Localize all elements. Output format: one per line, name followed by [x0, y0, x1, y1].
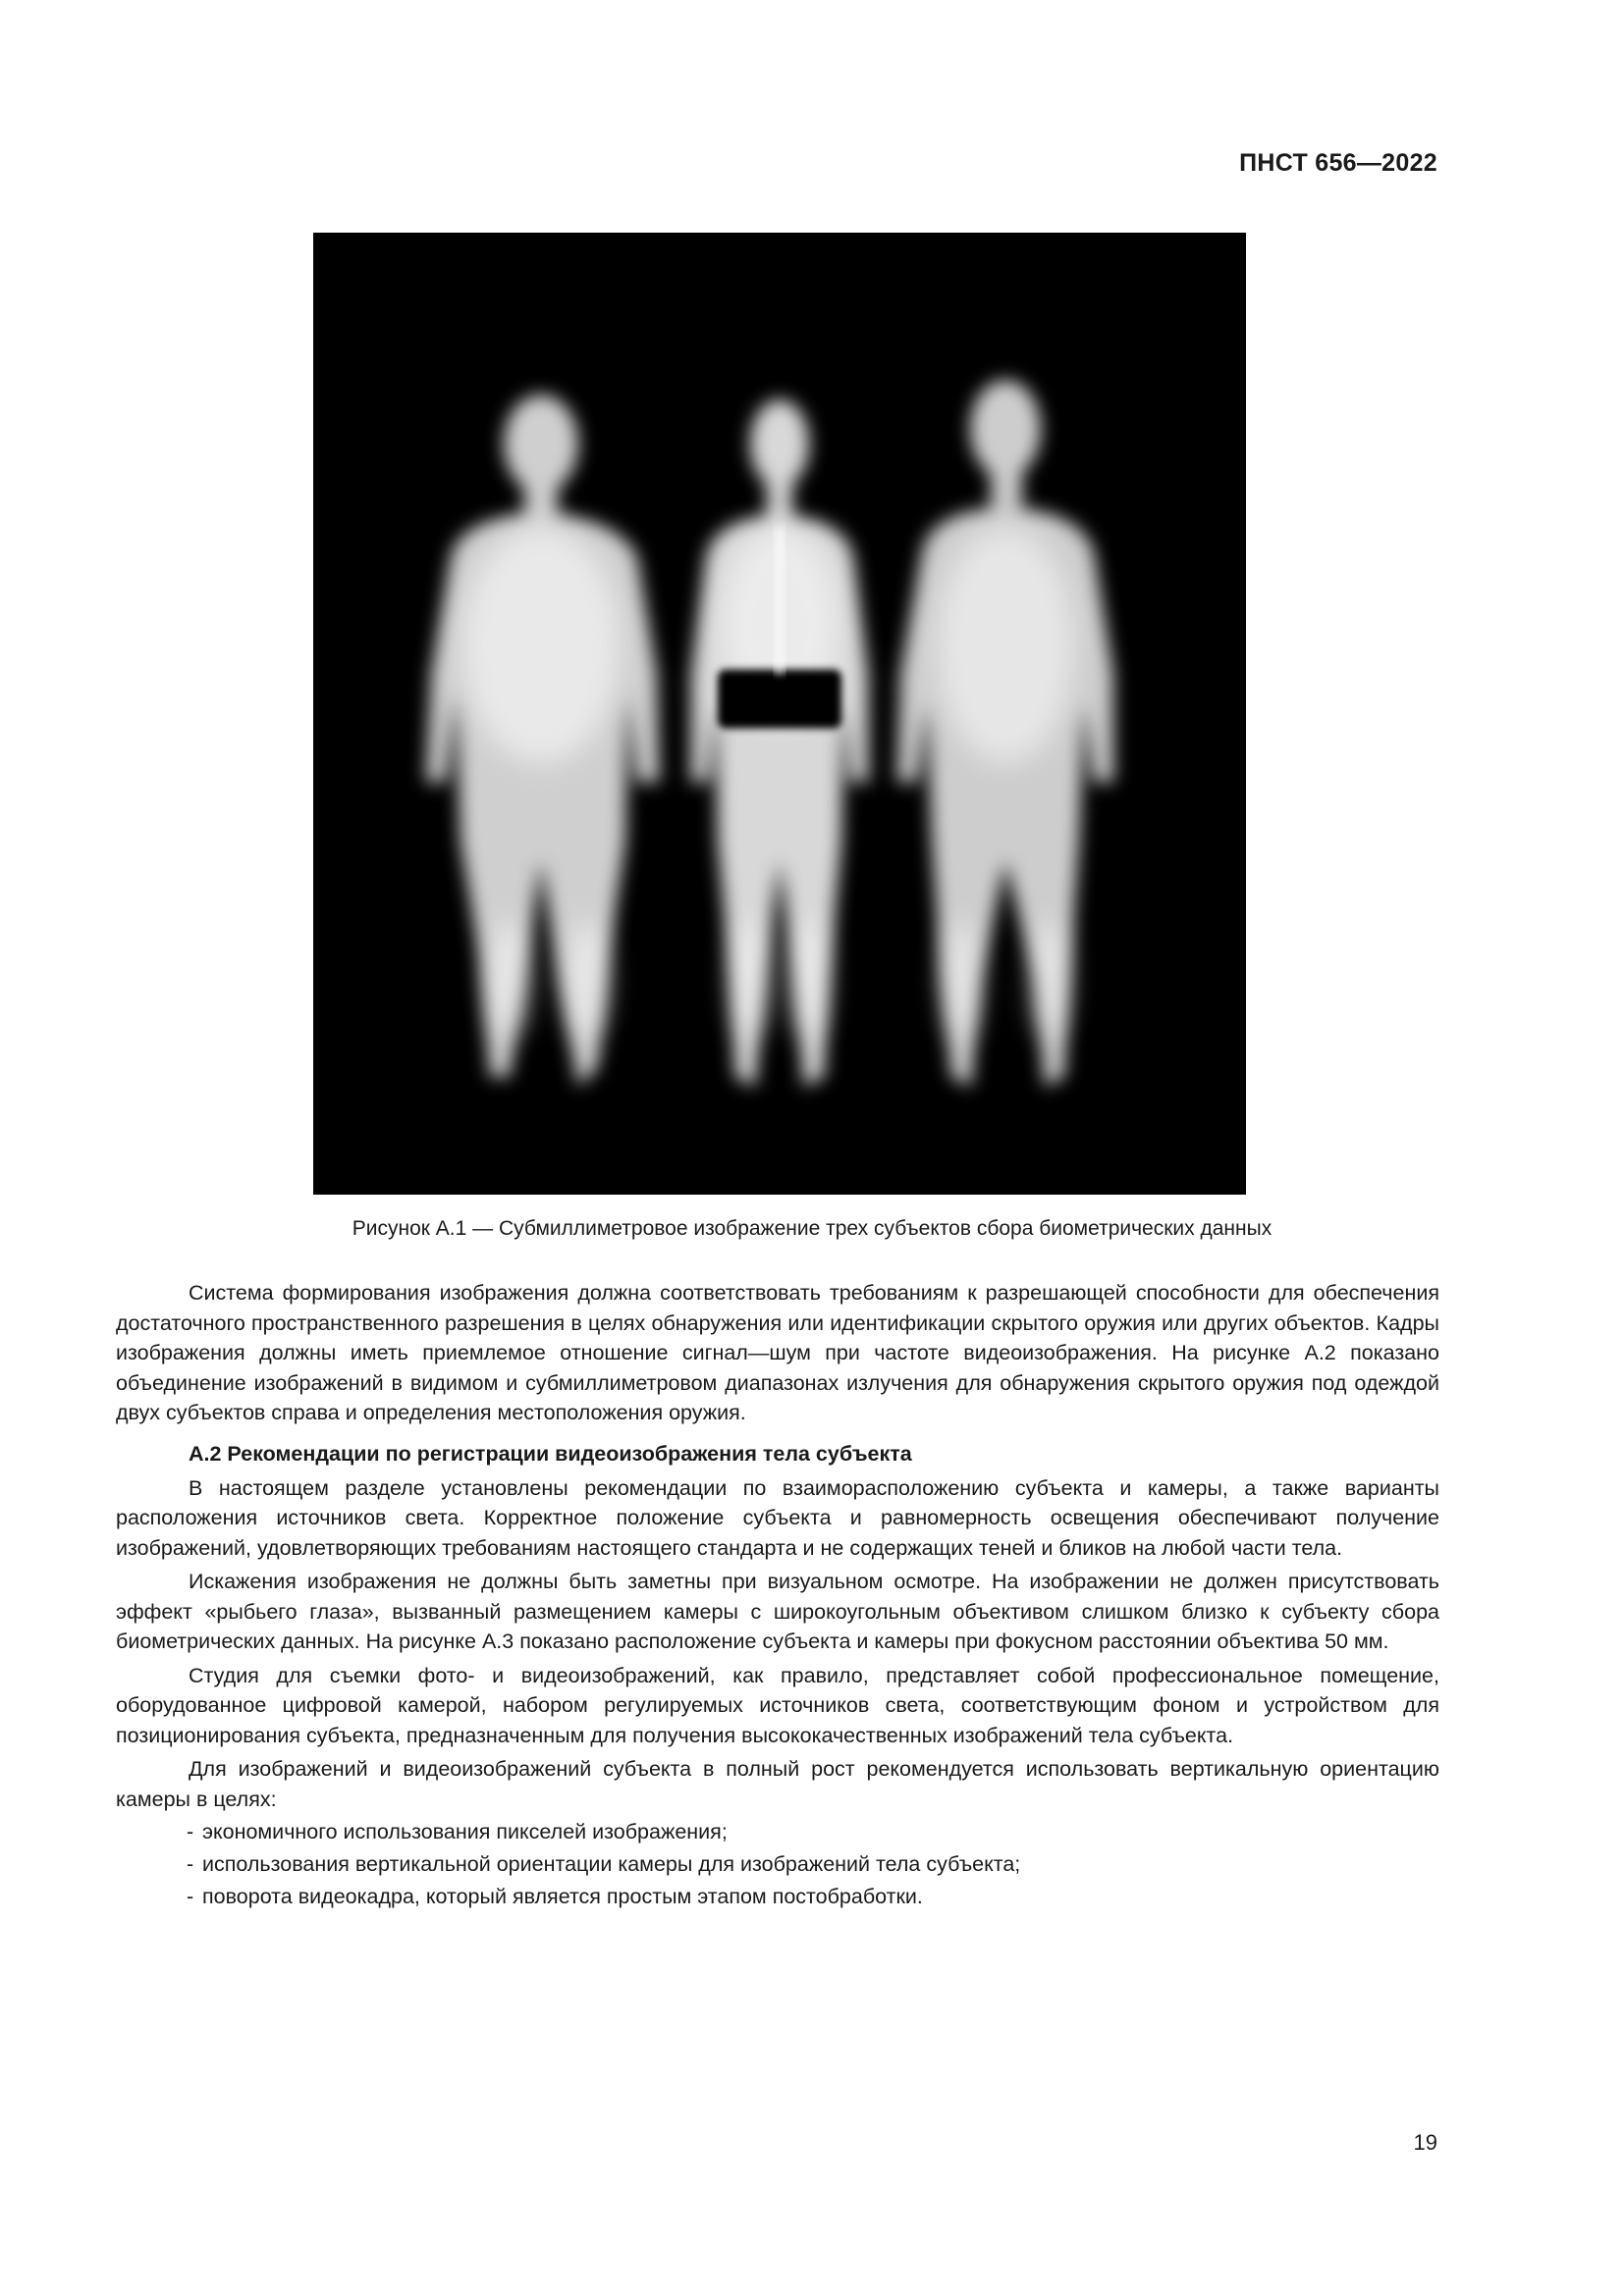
- body-scan-image-icon: [313, 233, 1246, 1195]
- page-number: 19: [1413, 2130, 1437, 2155]
- list-item-text: использования вертикальной ориентации камеры для изображений тела субъекта;: [202, 1852, 1021, 1876]
- document-code: ПНСТ 656—2022: [1239, 149, 1437, 177]
- list-item: [187, 1816, 1439, 1848]
- paragraph-5: Для изображений и видеоизображений субъекта в полный рост рекомендуется использовать вертикальную ориентацию камеры в целях:: [116, 1757, 1439, 1811]
- section-heading: А.2 Рекомендации по регистрации видеоизображения тела субъекта: [189, 1441, 912, 1466]
- paragraph-1: Система формирования изображения должна соответствовать требованиям к разрешающей способности для обеспечения достаточного пространственного разрешения в целях обнаружения или идентификации скрытого оружия или других объектов. Кадры изображения должны иметь приемлемое отношение сигнал—шум при частоте видеоизображения. На рисунке А.2 показано объединение изображений в видимом и субмиллиметровом диапазонах излучения для обнаружения скрытого оружия под одеждой двух субъектов справа и определения местоположения оружия.: [116, 1281, 1439, 1424]
- list-item-text: поворота видеокадра, который является простым этапом постобработки.: [202, 1885, 923, 1908]
- list-item: [187, 1848, 1439, 1881]
- paragraph-3: Искажения изображения не должны быть заметны при визуальном осмотре. На изображении не должен присутствовать эффект «рыбьего глаза», вызванный размещением камеры с широкоугольным объективом слишком близко к субъекту сбора биометрических данных. На рисунке А.3 показано расположение субъекта и камеры при фокусном расстоянии объектива 50 мм.: [116, 1570, 1439, 1653]
- list-item-text: экономичного использования пикселей изображения;: [202, 1820, 728, 1843]
- list-bullet: -: [187, 1885, 194, 1908]
- recommendation-list: [116, 1816, 1439, 1913]
- figure-image: [313, 233, 1246, 1195]
- body-text: [116, 1278, 1439, 1913]
- paragraph-4: Студия для съемки фото- и видеоизображений, как правило, представляет собой профессиональное помещение, оборудованное цифровой камерой, набором регулируемых источников света, соответствующим фоном и устройством для позиционирования субъекта, предназначенным для получения высококачественных изображений тела субъекта.: [116, 1663, 1439, 1747]
- list-bullet: -: [187, 1820, 194, 1843]
- paragraph-2: В настоящем разделе установлены рекомендации по взаиморасположению субъекта и камеры, а также варианты расположения источников света. Корректное положение субъекта и равномерность освещения обеспечивают получение изображений, удовлетворяющих требованиям настоящего стандарта и не содержащих теней и бликов на любой части тела.: [116, 1475, 1439, 1560]
- list-item: [187, 1881, 1439, 1913]
- list-bullet: -: [187, 1852, 194, 1876]
- figure-caption: Рисунок А.1 — Субмиллиметровое изображение трех субъектов сбора биометрических данных: [352, 1217, 1272, 1240]
